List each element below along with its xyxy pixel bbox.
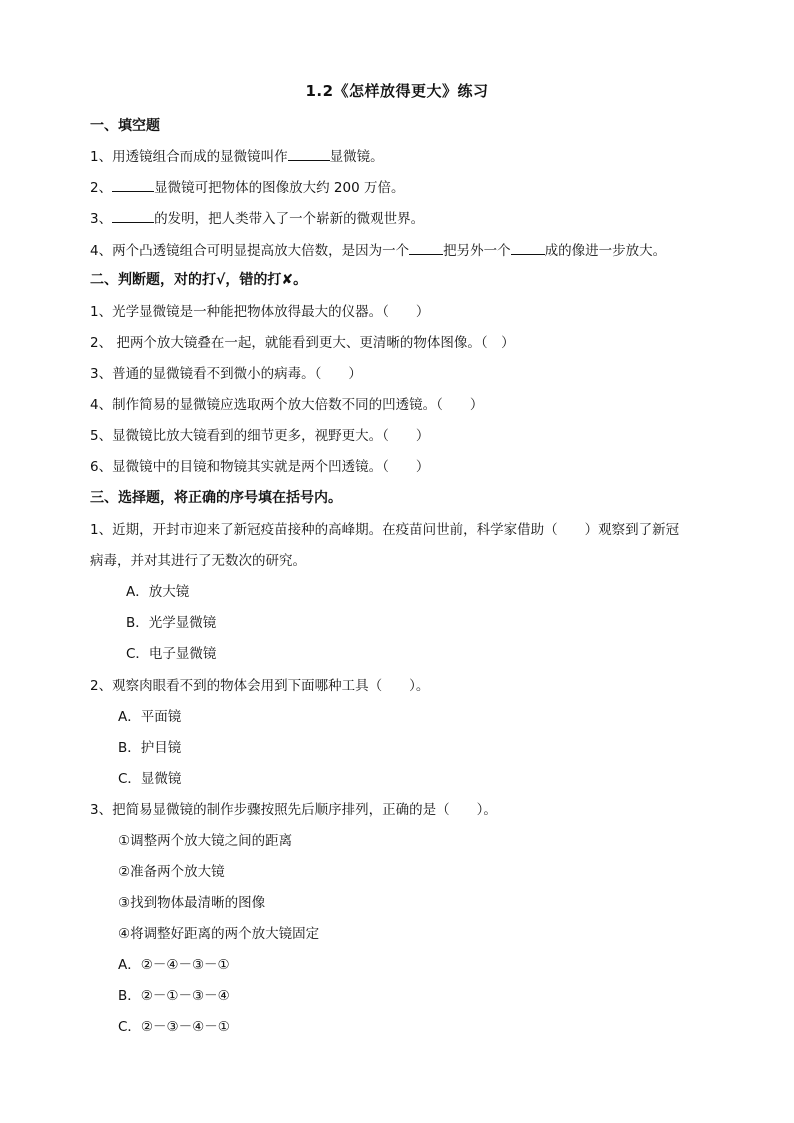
choice-question-2: 2、观察肉眼看不到的物体会用到下面哪种工具（ ）。 [90,678,430,694]
choice-option-c[interactable]: C．显微镜 [118,771,182,787]
choice-question-1-line1: 1、近期，开封市迎来了新冠疫苗接种的高峰期。在疫苗问世前，科学家借助（ ）观察到了新冠 [90,522,680,538]
fill-question-1 [90,146,384,167]
choice-option-b[interactable]: B．光学显微镜 [126,615,217,631]
section-heading-true-false: 二、判断题，对的打√，错的打✘。 [90,272,308,288]
answer-blank[interactable] [511,240,545,255]
section-heading-fill-blank: 一、填空题 [90,118,160,134]
step-item-1: ①调整两个放大镜之间的距离 [118,833,293,849]
choice-option-a[interactable]: A．平面镜 [118,709,182,725]
step-item-4: ④将调整好距离的两个放大镜固定 [118,926,320,942]
fill-question-4 [90,240,666,261]
step-item-2: ②准备两个放大镜 [118,864,225,880]
answer-blank[interactable] [288,146,330,161]
answer-blank[interactable] [112,208,154,223]
choice-option-b[interactable]: B．②－①－③－④ [118,988,230,1004]
question-text: 2、 [90,180,113,196]
judge-question-6: 6、显微镜中的目镜和物镜其实就是两个凹透镜。（ ） [90,459,430,475]
judge-question-1: 1、光学显微镜是一种能把物体放得最大的仪器。（ ） [90,304,430,320]
question-text: 把另外一个 [443,243,511,259]
answer-blank[interactable] [112,177,154,192]
judge-question-3: 3、普通的显微镜看不到微小的病毒。（ ） [90,366,362,382]
page-title: 1.2《怎样放得更大》练习 [305,82,489,100]
question-text: 显微镜可把物体的图像放大约 200 万倍。 [154,180,405,196]
question-text: 成的像进一步放大。 [544,243,667,259]
judge-question-2: 2、 把两个放大镜叠在一起，就能看到更大、更清晰的物体图像。（ ） [90,335,515,351]
fill-question-3 [90,208,424,229]
fill-question-2 [90,177,404,198]
choice-option-b[interactable]: B．护目镜 [118,740,182,756]
choice-option-a[interactable]: A．放大镜 [126,584,190,600]
choice-option-c[interactable]: C．电子显微镜 [126,646,217,662]
choice-question-3: 3、把简易显微镜的制作步骤按照先后顺序排列，正确的是（ ）。 [90,802,497,818]
judge-question-4: 4、制作简易的显微镜应选取两个放大倍数不同的凹透镜。（ ） [90,397,484,413]
step-item-3: ③找到物体最清晰的图像 [118,895,266,911]
question-text: 的发明，把人类带入了一个崭新的微观世界。 [154,211,425,227]
choice-option-a[interactable]: A．②－④－③－① [118,957,230,973]
question-text: 4、两个凸透镜组合可明显提高放大倍数，是因为一个 [90,243,410,259]
question-text: 显微镜。 [329,149,384,165]
answer-blank[interactable] [409,240,443,255]
question-text: 1、用透镜组合而成的显微镜叫作 [90,149,288,165]
section-heading-multiple-choice: 三、选择题，将正确的序号填在括号内。 [90,490,342,506]
judge-question-5: 5、显微镜比放大镜看到的细节更多，视野更大。（ ） [90,428,430,444]
choice-question-1-line2: 病毒，并对其进行了无数次的研究。 [90,553,306,569]
choice-option-c[interactable]: C．②－③－④－① [118,1019,230,1035]
question-text: 3、 [90,211,113,227]
